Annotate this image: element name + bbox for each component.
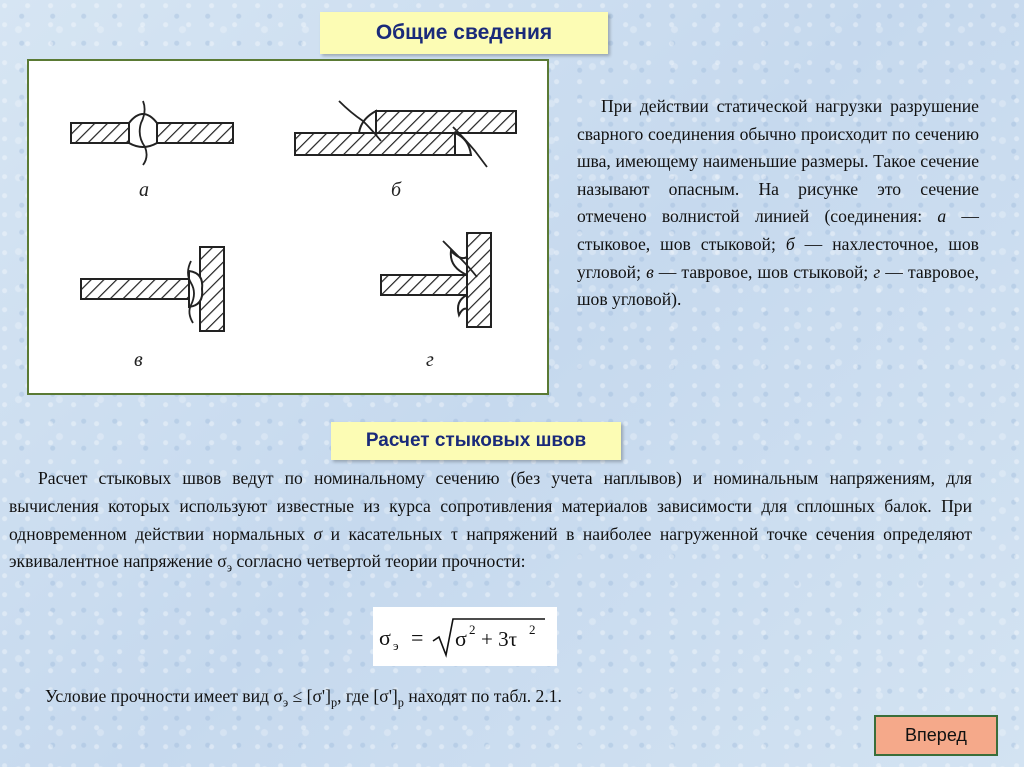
condition-text-3: , где [σ']	[337, 686, 398, 706]
joint-b-drawing	[295, 101, 516, 201]
description-letter-v: в	[646, 261, 654, 282]
label-b: б	[391, 179, 402, 201]
formula-svg	[373, 607, 557, 666]
description-text-4: — тавровое, шов стыковой;	[653, 261, 874, 282]
condition-text-1: Условие прочности имеет вид σ	[45, 686, 283, 706]
description-letter-a: а	[937, 206, 947, 227]
description-text-1: При действии статической нагрузки разрушение сварного соединения обычно происходит по сечению шва, имеющему наименьшие размеры. Такое сечение называют опасным. На рисунке это сечение отмечено волнистой линией (соединения:	[577, 96, 979, 227]
section-title-general: Общие сведения	[320, 12, 608, 54]
condition-text-2: ≤ [σ']	[288, 686, 331, 706]
section-title-butt-welds: Расчет стыковых швов	[331, 422, 621, 460]
joint-description	[577, 93, 979, 314]
weld-joints-diagram	[29, 61, 547, 393]
condition-sub-e: э	[282, 695, 289, 710]
formula-equals: =	[411, 625, 424, 650]
label-a: а	[139, 179, 149, 201]
description-text-2: — стыковое, шов стыковой;	[577, 206, 979, 254]
joint-a-drawing	[71, 101, 233, 201]
condition-text-4: находят по табл. 2.1.	[403, 686, 562, 706]
calc-text-1: Расчет стыковых швов ведут по номинальному сечению (без учета наплывов) и номинальным напряжениям, для вычисления которых используют известные из курса сопротивления материалов зависимости для сплошных балок. При одновременном действии нормальных	[9, 468, 972, 544]
description-text-5: — тавровое, шов угловой).	[577, 261, 979, 310]
condition-sub-p2: p	[397, 695, 404, 710]
formula-sigma-exp: 2	[469, 622, 476, 637]
label-v: в	[134, 349, 143, 371]
formula-lhs-sub: э	[393, 638, 399, 653]
joint-v-drawing	[81, 247, 224, 371]
strength-condition	[45, 686, 562, 711]
calc-sigma: σ	[313, 523, 323, 544]
weld-joints-figure	[27, 59, 549, 395]
condition-sub-p: p	[330, 695, 338, 710]
forward-button[interactable]: Вперед	[874, 715, 998, 756]
calculation-text	[9, 465, 972, 583]
joint-g-drawing	[381, 233, 491, 371]
calc-sub-e: э	[226, 560, 233, 575]
formula-tau-term: + 3τ	[481, 627, 518, 651]
formula-tau-exp: 2	[529, 622, 536, 637]
label-g: г	[426, 349, 434, 371]
formula-lhs: σ	[379, 625, 391, 650]
description-letter-b: б	[785, 233, 795, 254]
calc-text-3: согласно четвертой теории прочности:	[232, 551, 526, 572]
equivalent-stress-formula	[373, 607, 557, 666]
description-text-3: — нахлесточное, шов угловой;	[577, 233, 979, 282]
formula-sigma: σ	[455, 626, 467, 651]
description-letter-g: г	[873, 261, 881, 282]
calc-text-2: и касательных τ напряжений в наиболее нагруженной точке сечения определяют эквивалентное напряжение σ	[9, 523, 972, 572]
